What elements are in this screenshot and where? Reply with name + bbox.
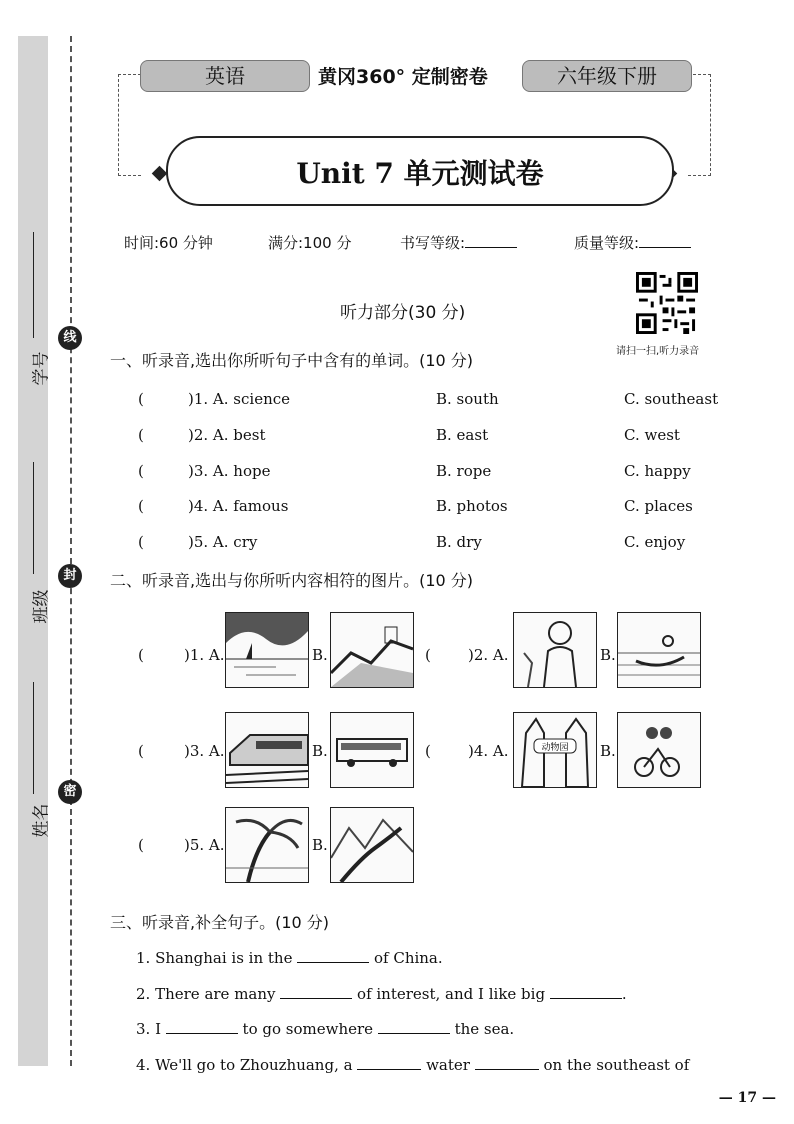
- brand-text: 黄冈360° 定制密卷: [318, 66, 488, 88]
- great-wall-picture[interactable]: [330, 612, 414, 688]
- section-2-title: 二、听录音,选出与你所听内容相符的图片。(10 分): [110, 571, 474, 590]
- qr-caption: 请扫一扫,听力录音: [616, 346, 700, 357]
- writing-grade: 书写等级:: [400, 232, 517, 253]
- zoo-sign-text: 动物园: [541, 743, 569, 753]
- answer-blank[interactable]: [357, 1055, 421, 1070]
- listening-section-title: 听力部分(30 分): [340, 303, 466, 323]
- title-frame: [166, 136, 674, 206]
- seal-secret: 密: [58, 780, 82, 804]
- answer-blank[interactable]: [550, 984, 622, 999]
- great-wall-mountain-picture[interactable]: [330, 807, 414, 883]
- fill-sentence-3: 3. I to go somewhere the sea.: [136, 1020, 515, 1038]
- diamond-icon: [152, 166, 168, 182]
- cycling-picture[interactable]: [617, 712, 701, 788]
- qr-code-icon[interactable]: [636, 272, 698, 334]
- section-3-title: 三、听录音,补全句子。(10 分): [110, 913, 330, 932]
- question-number: )1. A.: [184, 646, 225, 664]
- seal-line: 线: [58, 326, 82, 350]
- seal-fold: 封: [58, 564, 82, 588]
- header: [118, 58, 710, 190]
- answer-blank[interactable]: [475, 1055, 539, 1070]
- name-label: 姓名: [31, 803, 52, 838]
- list-item: ( )5. A. cry B. dry C. enjoy: [138, 533, 686, 551]
- subject-badge: 英语: [140, 60, 310, 92]
- name-blank: [33, 682, 34, 794]
- answer-blank[interactable]: [280, 984, 352, 999]
- fill-sentence-4: 4. We'll go to Zhouzhuang, a water on the southeast of: [136, 1056, 690, 1074]
- answer-blank[interactable]: [166, 1019, 238, 1034]
- bus-picture[interactable]: [330, 712, 414, 788]
- list-item: ( )1. A. science B. south C. southeast: [138, 390, 719, 408]
- quality-grade: 质量等级:: [574, 232, 691, 253]
- student-id-label: 学号: [31, 351, 52, 386]
- score-info: 满分:100 分: [268, 234, 352, 252]
- student-id-blank: [33, 232, 34, 338]
- list-item: ( )4. A. famous B. photos C. places: [138, 497, 693, 515]
- list-item: ( )3. A. hope B. rope C. happy: [138, 462, 691, 480]
- class-label: 班级: [31, 589, 52, 624]
- section-1-title: 一、听录音,选出你所听句子中含有的单词。(10 分): [110, 351, 474, 370]
- question-number: )4. A.: [468, 742, 509, 760]
- answer-blank[interactable]: [297, 948, 369, 963]
- question-number: )5. A.: [184, 836, 225, 854]
- page-number: — 17 —: [718, 1090, 776, 1106]
- rowing-picture[interactable]: [617, 612, 701, 688]
- girl-picture[interactable]: [513, 612, 597, 688]
- page-title: Unit 7 单元测试卷: [296, 157, 544, 190]
- fill-sentence-1: 1. Shanghai is in the of China.: [136, 949, 443, 967]
- list-item: ( )2. A. best B. east C. west: [138, 426, 680, 444]
- train-picture[interactable]: [225, 712, 309, 788]
- question-number: )3. A.: [184, 742, 225, 760]
- time-info: 时间:60 分钟: [124, 234, 213, 252]
- grade-badge: 六年级下册: [522, 60, 692, 92]
- question-number: )2. A.: [468, 646, 509, 664]
- lake-scene-picture[interactable]: [225, 612, 309, 688]
- zoo-gate-picture[interactable]: [513, 712, 597, 788]
- answer-blank[interactable]: [378, 1019, 450, 1034]
- fill-sentence-2: 2. There are many of interest, and I like big .: [136, 985, 627, 1003]
- palm-tree-picture[interactable]: [225, 807, 309, 883]
